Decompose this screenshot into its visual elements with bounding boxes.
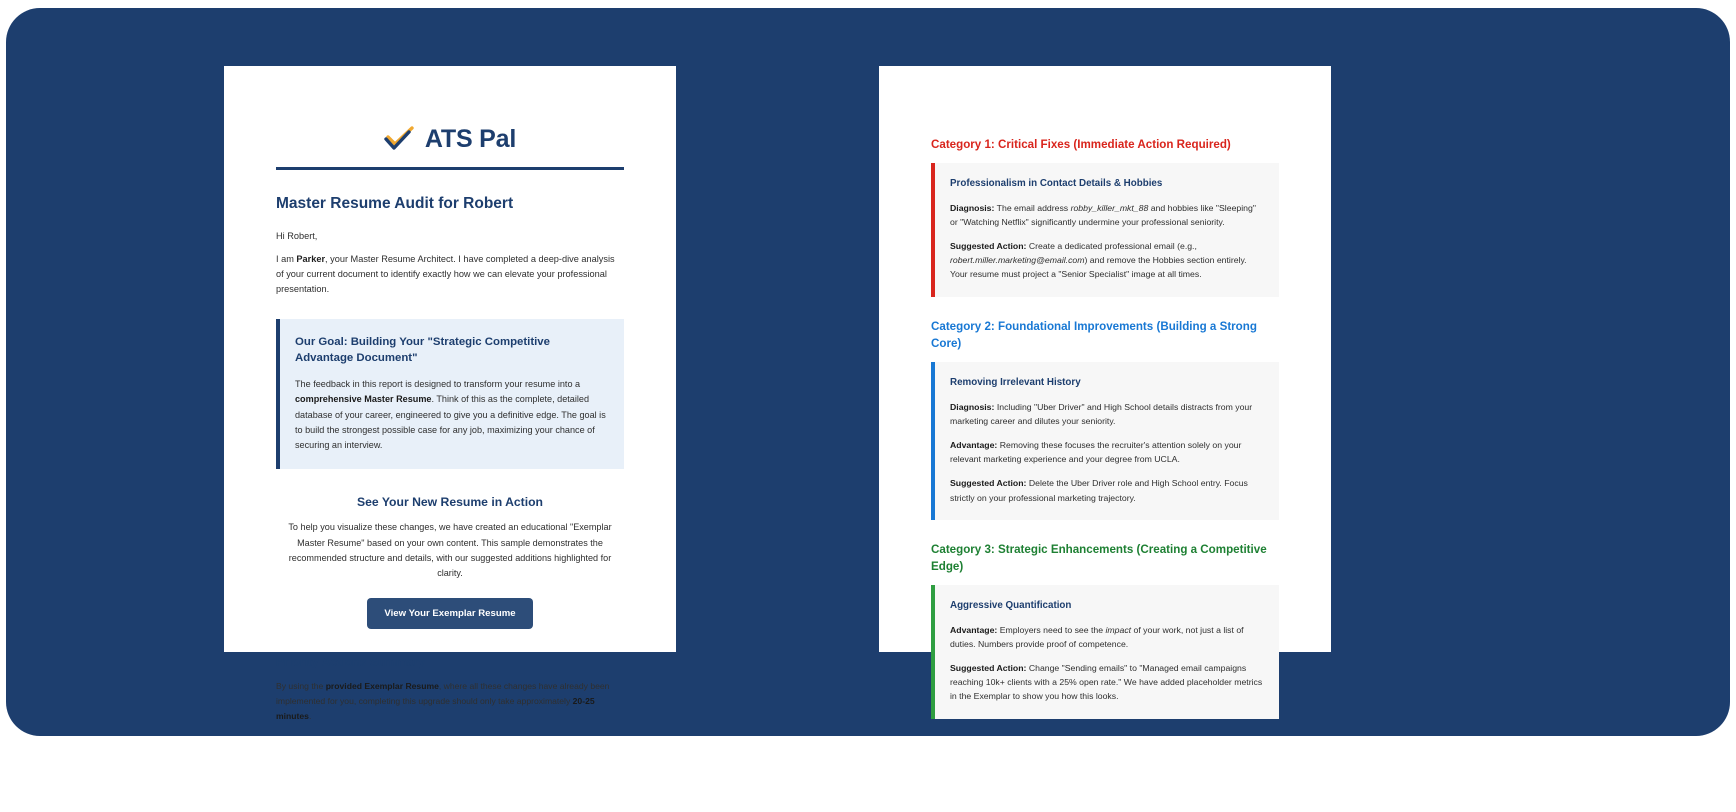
card-text: Delete the Uber Driver role and High School entry. Focus strictly on your professional marketing trajectory. [950,478,1248,503]
cta-container [276,598,624,629]
goal-body-part2: . Think of this as the complete, detailed database of your career, engineered to give you a definitive edge. The goal is to build the strongest possible case for any job, maximizing your chance of securing an interview. [295,394,606,451]
salutation: Hi Robert, [276,230,318,241]
card-text-emphasis: robby_killer_mkt_88 [1070,203,1149,214]
priority-part3: . [308,710,312,721]
recommendation-card [931,163,1279,296]
brand-name: ATS Pal [424,124,517,153]
card-text: and hobbies like "Sleeping" or "Watching Netflix" significantly undermine your professional seniority. [950,203,1256,228]
card-paragraph-label: Suggested Action: [950,241,1027,252]
category-list [931,136,1279,719]
card-text-emphasis: impact [1105,625,1132,636]
priority-part2: , where all these changes have already been implemented for you, completing this upgrade should only take approximately [276,681,610,706]
priority-emphasis-exemplar: provided Exemplar Resume [325,681,439,692]
card-paragraph-label: Advantage: [950,625,998,636]
double-checkmark-icon [384,126,416,152]
card-title: Aggressive Quantification [950,600,1072,612]
card-paragraph [950,476,1263,504]
intro-author-name: Parker [296,253,326,264]
goal-callout [276,319,624,470]
recommendations-panel [879,66,1331,702]
card-text: Removing these focuses the recruiter's attention solely on your relevant marketing experience and your degree from UCLA. [950,440,1242,465]
recommendation-card [931,585,1279,718]
intro-pre: I am [276,253,297,264]
card-title: Removing Irrelevant History [950,377,1081,389]
card-paragraph [950,239,1263,281]
card-paragraph-label: Suggested Action: [950,663,1027,674]
goal-body-part1: The feedback in this report is designed to transform your resume into a [295,378,581,389]
priority-actions-heading: Priority Actions Summary [276,655,426,670]
exemplar-heading: See Your New Resume in Action [356,495,544,510]
priority-emphasis-duration: 20-25 minutes [276,695,595,721]
card-text-emphasis: robert.miller.marketing@email.com [950,255,1085,266]
card-paragraph-label: Diagnosis: [950,203,995,214]
card-paragraph [950,438,1263,466]
priority-actions-body [276,679,624,723]
card-text: Employers need to see the [997,625,1106,636]
card-text: Change "Sending emails" to "Managed email campaigns reaching 10k+ clients with a 25% open rate." We have added placeholder metrics in the Exemplar to show you how this looks. [950,663,1263,702]
intro-paragraph [276,252,624,297]
exemplar-body: To help you visualize these changes, we have created an educational "Exemplar Master Resume" based on your own content. This sample demonstrates the recommended structure and details, with our suggested additions highlighted for clarity. [288,522,612,579]
card-text: ) and remove the Hobbies section entirely. Your resume must project a "Senior Specialist" image at all times. [950,255,1247,280]
goal-title: Our Goal: Building Your "Strategic Competitive Advantage Document" [295,335,550,364]
card-text: Create a dedicated professional email (e.g., [1026,241,1197,252]
card-text: of your work, not just a list of duties. Numbers provide proof of competence. [950,625,1244,650]
goal-body [295,377,607,453]
card-paragraph [950,201,1263,229]
card-paragraph-label: Diagnosis: [950,402,995,413]
brand-lockup [276,126,624,152]
intro-post: , your Master Resume Architect. I have completed a deep-dive analysis of your current document to identify exactly how we can elevate your professional presentation. [276,253,615,294]
category-heading: Category 1: Critical Fixes (Immediate Action Required) [931,138,1231,151]
recommendation-card [931,362,1279,519]
goal-body-emphasis: comprehensive Master Resume [295,394,432,405]
card-text: Including "Uber Driver" and High School details distracts from your marketing career and dilutes your seniority. [950,402,1253,427]
category-heading: Category 2: Foundational Improvements (Building a Strong Core) [931,319,1257,350]
card-text: The email address [994,203,1071,214]
card-paragraph [950,623,1263,651]
card-paragraph-label: Advantage: [950,440,998,451]
report-cover-panel [224,66,676,721]
card-paragraph-label: Suggested Action: [950,478,1027,489]
card-paragraph [950,400,1263,428]
view-exemplar-resume-button[interactable]: View Your Exemplar Resume [367,598,532,629]
card-paragraph [950,661,1263,703]
card-title: Professionalism in Contact Details & Hobbies [950,178,1163,190]
category-heading: Category 3: Strategic Enhancements (Creating a Competitive Edge) [931,542,1267,573]
page-title: Master Resume Audit for Robert [276,194,514,212]
priority-part1: By using the [276,681,326,692]
header-divider [276,167,624,170]
